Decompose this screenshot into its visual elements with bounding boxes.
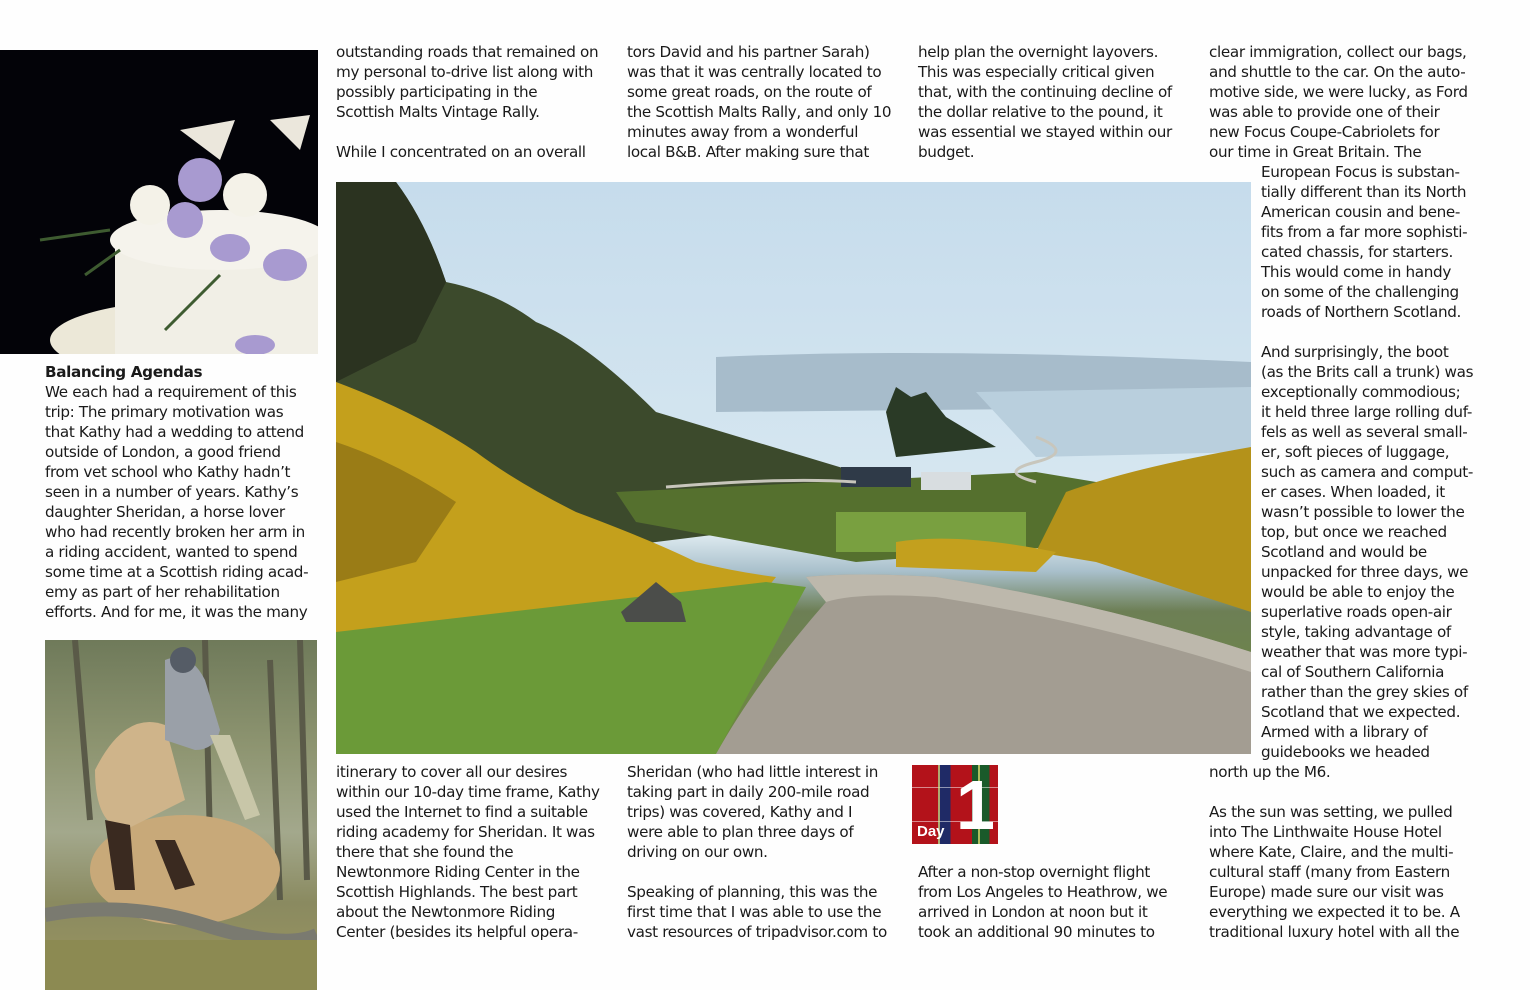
- text-line: took an additional 90 minutes to: [918, 923, 1155, 941]
- text-line: clear immigration, collect our bags,: [1209, 43, 1467, 61]
- text-line: top, but once we reached: [1261, 523, 1447, 541]
- wedding-cake-photo: [0, 50, 318, 354]
- text-line: were able to plan three days of: [627, 823, 854, 841]
- text-line: While I concentrated on an overall: [336, 143, 586, 161]
- text-line: it held three large rolling duf-: [1261, 403, 1472, 421]
- text-line: from Los Angeles to Heathrow, we: [918, 883, 1168, 901]
- text-line: that, with the continuing decline of: [918, 83, 1172, 101]
- sidebar-line: trip: The primary motivation was: [45, 403, 284, 421]
- text-line: er, soft pieces of luggage,: [1261, 443, 1450, 461]
- text-line: possibly participating in the: [336, 83, 538, 101]
- text-line: fits from a far more sophisti-: [1261, 223, 1468, 241]
- sidebar-column: [45, 362, 308, 622]
- sidebar-line: from vet school who Kathy hadn’t: [45, 463, 291, 481]
- section-heading: Balancing Agendas: [45, 363, 203, 381]
- sidebar-line: We each had a requirement of this: [45, 383, 297, 401]
- day-label: Day: [917, 823, 945, 840]
- text-line: vast resources of tripadvisor.com to: [627, 923, 887, 941]
- text-line: This would come in handy: [1261, 263, 1451, 281]
- text-line: within our 10-day time frame, Kathy: [336, 783, 600, 801]
- text-line: Newtonmore Riding Center in the: [336, 863, 580, 881]
- text-line: Armed with a library of: [1261, 723, 1428, 741]
- text-line: This was especially critical given: [918, 63, 1155, 81]
- sidebar-line: a riding accident, wanted to spend: [45, 543, 298, 561]
- text-line: into The Linthwaite House Hotel: [1209, 823, 1442, 841]
- text-line: was able to provide one of their: [1209, 103, 1440, 121]
- column-1-top: [336, 42, 598, 162]
- text-line: Scottish Malts Vintage Rally.: [336, 103, 540, 121]
- text-line: style, taking advantage of: [1261, 623, 1451, 641]
- column-2-bottom: [627, 762, 887, 942]
- horse-rider-photo: [45, 640, 317, 990]
- text-line: guidebooks we headed: [1261, 743, 1430, 761]
- text-line: budget.: [918, 143, 975, 161]
- text-line: trips) was covered, Kathy and I: [627, 803, 853, 821]
- sidebar-line: efforts. And for me, it was the many: [45, 603, 308, 621]
- highland-road-photo: [336, 182, 1251, 754]
- sidebar-line: some time at a Scottish riding acad-: [45, 563, 309, 581]
- column-3-bottom: [918, 862, 1167, 942]
- text-line: cultural staff (many from Eastern: [1209, 863, 1450, 881]
- text-line: our time in Great Britain. The: [1209, 143, 1422, 161]
- text-line: was essential we stayed within our: [918, 123, 1172, 141]
- text-line: Speaking of planning, this was the: [627, 883, 878, 901]
- text-line: (as the Brits call a trunk) was: [1261, 363, 1474, 381]
- text-line: minutes away from a wonderful: [627, 123, 859, 141]
- text-line: wasn’t possible to lower the: [1261, 503, 1465, 521]
- text-line: Center (besides its helpful opera-: [336, 923, 578, 941]
- text-line: north up the M6.: [1209, 763, 1331, 781]
- text-line: Scotland that we expected.: [1261, 703, 1461, 721]
- text-line: about the Newtonmore Riding: [336, 903, 556, 921]
- text-line: And surprisingly, the boot: [1261, 343, 1449, 361]
- text-line: new Focus Coupe-Cabriolets for: [1209, 123, 1440, 141]
- text-line: help plan the overnight layovers.: [918, 43, 1159, 61]
- sidebar-line: daughter Sheridan, a horse lover: [45, 503, 285, 521]
- text-line: driving on our own.: [627, 843, 768, 861]
- text-line: first time that I was able to use the: [627, 903, 882, 921]
- text-line: fels as well as several small-: [1261, 423, 1468, 441]
- text-line: er cases. When loaded, it: [1261, 483, 1445, 501]
- text-line: tors David and his partner Sarah): [627, 43, 870, 61]
- text-line: the dollar relative to the pound, it: [918, 103, 1163, 121]
- text-line: local B&B. After making sure that: [627, 143, 869, 161]
- sidebar-line: outside of London, a good friend: [45, 443, 281, 461]
- text-line: on some of the challenging: [1261, 283, 1459, 301]
- text-line: itinerary to cover all our desires: [336, 763, 568, 781]
- text-line: American cousin and bene-: [1261, 203, 1461, 221]
- text-line: used the Internet to find a suitable: [336, 803, 588, 821]
- text-line: and shuttle to the car. On the auto-: [1209, 63, 1466, 81]
- text-line: would be able to enjoy the: [1261, 583, 1455, 601]
- text-line: roads of Northern Scotland.: [1261, 303, 1462, 321]
- text-line: unpacked for three days, we: [1261, 563, 1469, 581]
- text-line: such as camera and comput-: [1261, 463, 1474, 481]
- text-line: traditional luxury hotel with all the: [1209, 923, 1460, 941]
- text-line: After a non-stop overnight flight: [918, 863, 1151, 881]
- text-line: riding academy for Sheridan. It was: [336, 823, 595, 841]
- column-1-bottom: [336, 762, 600, 942]
- text-line: cated chassis, for starters.: [1261, 243, 1453, 261]
- text-line: Scottish Highlands. The best part: [336, 883, 578, 901]
- sidebar-line: seen in a number of years. Kathy’s: [45, 483, 299, 501]
- text-line: motive side, we were lucky, as Ford: [1209, 83, 1468, 101]
- text-line: taking part in daily 200-mile road: [627, 783, 870, 801]
- text-line: European Focus is substan-: [1261, 163, 1460, 181]
- column-2-top: [627, 42, 891, 162]
- text-line: the Scottish Malts Rally, and only 10: [627, 103, 892, 121]
- text-line: my personal to-drive list along with: [336, 63, 593, 81]
- text-line: arrived in London at noon but it: [918, 903, 1148, 921]
- sidebar-line: who had recently broken her arm in: [45, 523, 305, 541]
- text-line: cal of Southern California: [1261, 663, 1445, 681]
- day-number: 1: [956, 766, 995, 844]
- text-line: everything we expected it to be. A: [1209, 903, 1460, 921]
- text-line: exceptionally commodious;: [1261, 383, 1461, 401]
- text-line: superlative roads open-air: [1261, 603, 1452, 621]
- column-3-top: [918, 42, 1172, 162]
- sidebar-line: that Kathy had a wedding to attend: [45, 423, 304, 441]
- day-1-badge: [912, 765, 998, 844]
- text-line: rather than the grey skies of: [1261, 683, 1468, 701]
- sidebar-line: emy as part of her rehabilitation: [45, 583, 280, 601]
- text-line: some great roads, on the route of: [627, 83, 872, 101]
- text-line: tially different than its North: [1261, 183, 1467, 201]
- text-line: weather that was more typi-: [1261, 643, 1468, 661]
- text-line: where Kate, Claire, and the multi-: [1209, 843, 1454, 861]
- text-line: Sheridan (who had little interest in: [627, 763, 879, 781]
- text-line: Europe) made sure our visit was: [1209, 883, 1444, 901]
- text-line: Scotland and would be: [1261, 543, 1427, 561]
- text-line: was that it was centrally located to: [627, 63, 882, 81]
- text-line: outstanding roads that remained on: [336, 43, 599, 61]
- text-line: there that she found the: [336, 843, 514, 861]
- text-line: As the sun was setting, we pulled: [1209, 803, 1453, 821]
